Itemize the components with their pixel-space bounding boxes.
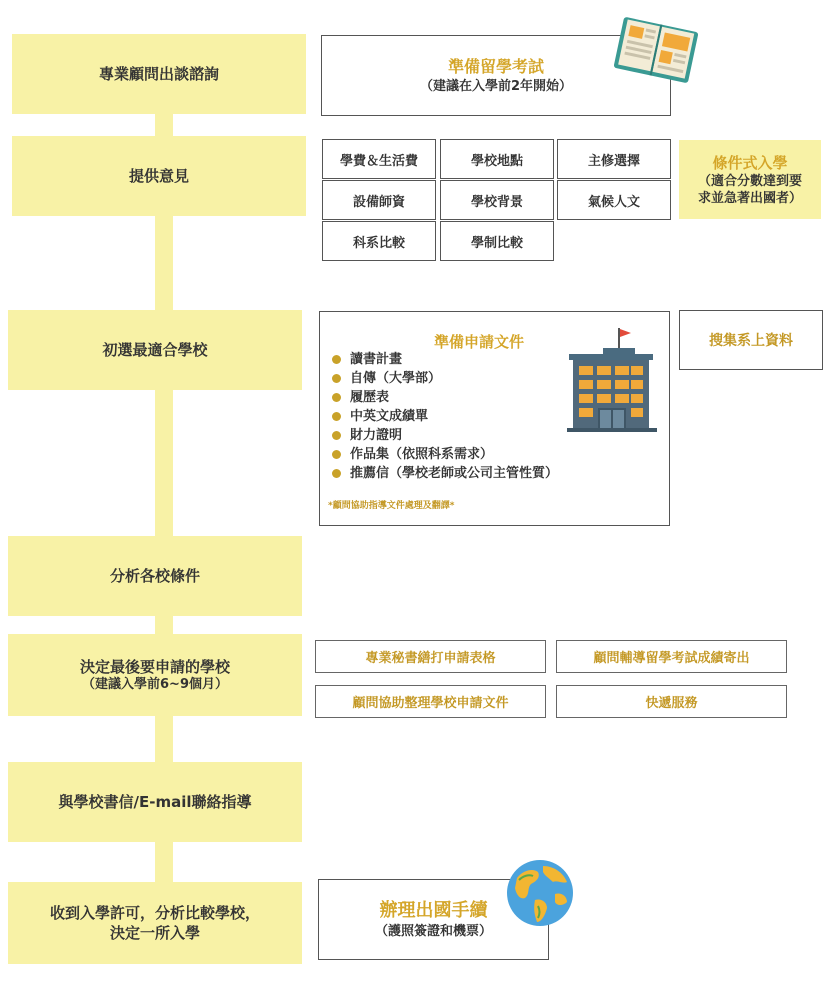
- bullet-icon: [332, 412, 341, 421]
- documents-box: [319, 311, 670, 526]
- conditional-admission-box: [679, 140, 821, 219]
- step-label: 分析各校條件: [109, 567, 200, 585]
- advice-item-cost: 學費＆生活費: [322, 139, 436, 179]
- book-icon: [612, 14, 700, 86]
- exam-subtitle: （建議在入學前2年開始）: [419, 79, 573, 94]
- step-analyze: [8, 536, 302, 616]
- step-advice: [12, 136, 306, 216]
- step-admission: [8, 882, 302, 964]
- bullet-icon: [332, 469, 341, 478]
- flow-connector: [155, 712, 173, 764]
- step-label: 提供意見: [128, 167, 189, 185]
- advice-item-facilities: 設備師資: [322, 180, 436, 220]
- step-correspondence: [8, 762, 302, 842]
- service-exam-score-sending: 顧問輔導留學考試成績寄出: [556, 640, 787, 673]
- globe-icon: [505, 858, 575, 928]
- step-label: 與學校書信/E-mail聯絡指導: [58, 793, 252, 811]
- list-item: 讀書計畫: [330, 350, 630, 369]
- step-consultation: [12, 34, 306, 114]
- advice-item-departments: 科系比較: [322, 221, 436, 261]
- step-decide: [8, 634, 302, 716]
- collect-info-box: [679, 310, 823, 370]
- service-document-organizing: 顧問協助整理學校申請文件: [315, 685, 546, 718]
- flow-connector: [155, 210, 173, 315]
- service-courier: 快遞服務: [556, 685, 787, 718]
- school-building-icon: [565, 326, 659, 432]
- list-item: 作品集（依照科系需求）: [330, 445, 630, 464]
- bullet-icon: [332, 355, 341, 364]
- advice-item-climate: 氣候人文: [557, 180, 671, 220]
- travel-subtitle: （護照簽證和機票）: [374, 924, 492, 939]
- flow-connector: [155, 385, 173, 540]
- list-item: 自傳（大學部）: [330, 369, 630, 388]
- bullet-icon: [332, 431, 341, 440]
- step-label: 決定最後要申請的學校: [79, 658, 230, 676]
- conditional-title: 條件式入學: [712, 153, 788, 172]
- service-secretary-typing: 專業秘書繕打申請表格: [315, 640, 546, 673]
- bullet-icon: [332, 393, 341, 402]
- step-sublabel: （建議入學前6~9個月）: [82, 677, 228, 692]
- conditional-line2: 求並急著出國者）: [697, 190, 802, 206]
- advice-item-systems: 學制比較: [440, 221, 554, 261]
- advice-item-major: 主修選擇: [557, 139, 671, 179]
- conditional-line1: （適合分數達到要: [697, 173, 802, 189]
- list-item: 履歷表: [330, 388, 630, 407]
- collect-info-label: 搜集系上資料: [709, 333, 793, 349]
- travel-title: 辦理出國手續: [379, 900, 488, 921]
- advice-item-location: 學校地點: [440, 139, 554, 179]
- step-label: 初選最適合學校: [102, 341, 208, 359]
- step-label: 專業顧問出談諮詢: [98, 65, 219, 83]
- flow-connector: [155, 838, 173, 886]
- step-label: 收到入學許可，分析比較學校，: [49, 904, 260, 922]
- step-shortlist: [8, 310, 302, 390]
- step-label-line2: 決定一所入學: [109, 924, 200, 942]
- advice-item-background: 學校背景: [440, 180, 554, 220]
- list-item: 財力證明: [330, 426, 630, 445]
- documents-title: 準備申請文件: [434, 333, 525, 351]
- list-item: 中英文成績單: [330, 407, 630, 426]
- bullet-icon: [332, 374, 341, 383]
- bullet-icon: [332, 450, 341, 459]
- documents-note: *顧問協助指導文件處理及翻譯*: [328, 501, 455, 511]
- list-item: 推薦信（學校老師或公司主管性質）: [330, 464, 630, 483]
- exam-title: 準備留學考試: [447, 57, 544, 76]
